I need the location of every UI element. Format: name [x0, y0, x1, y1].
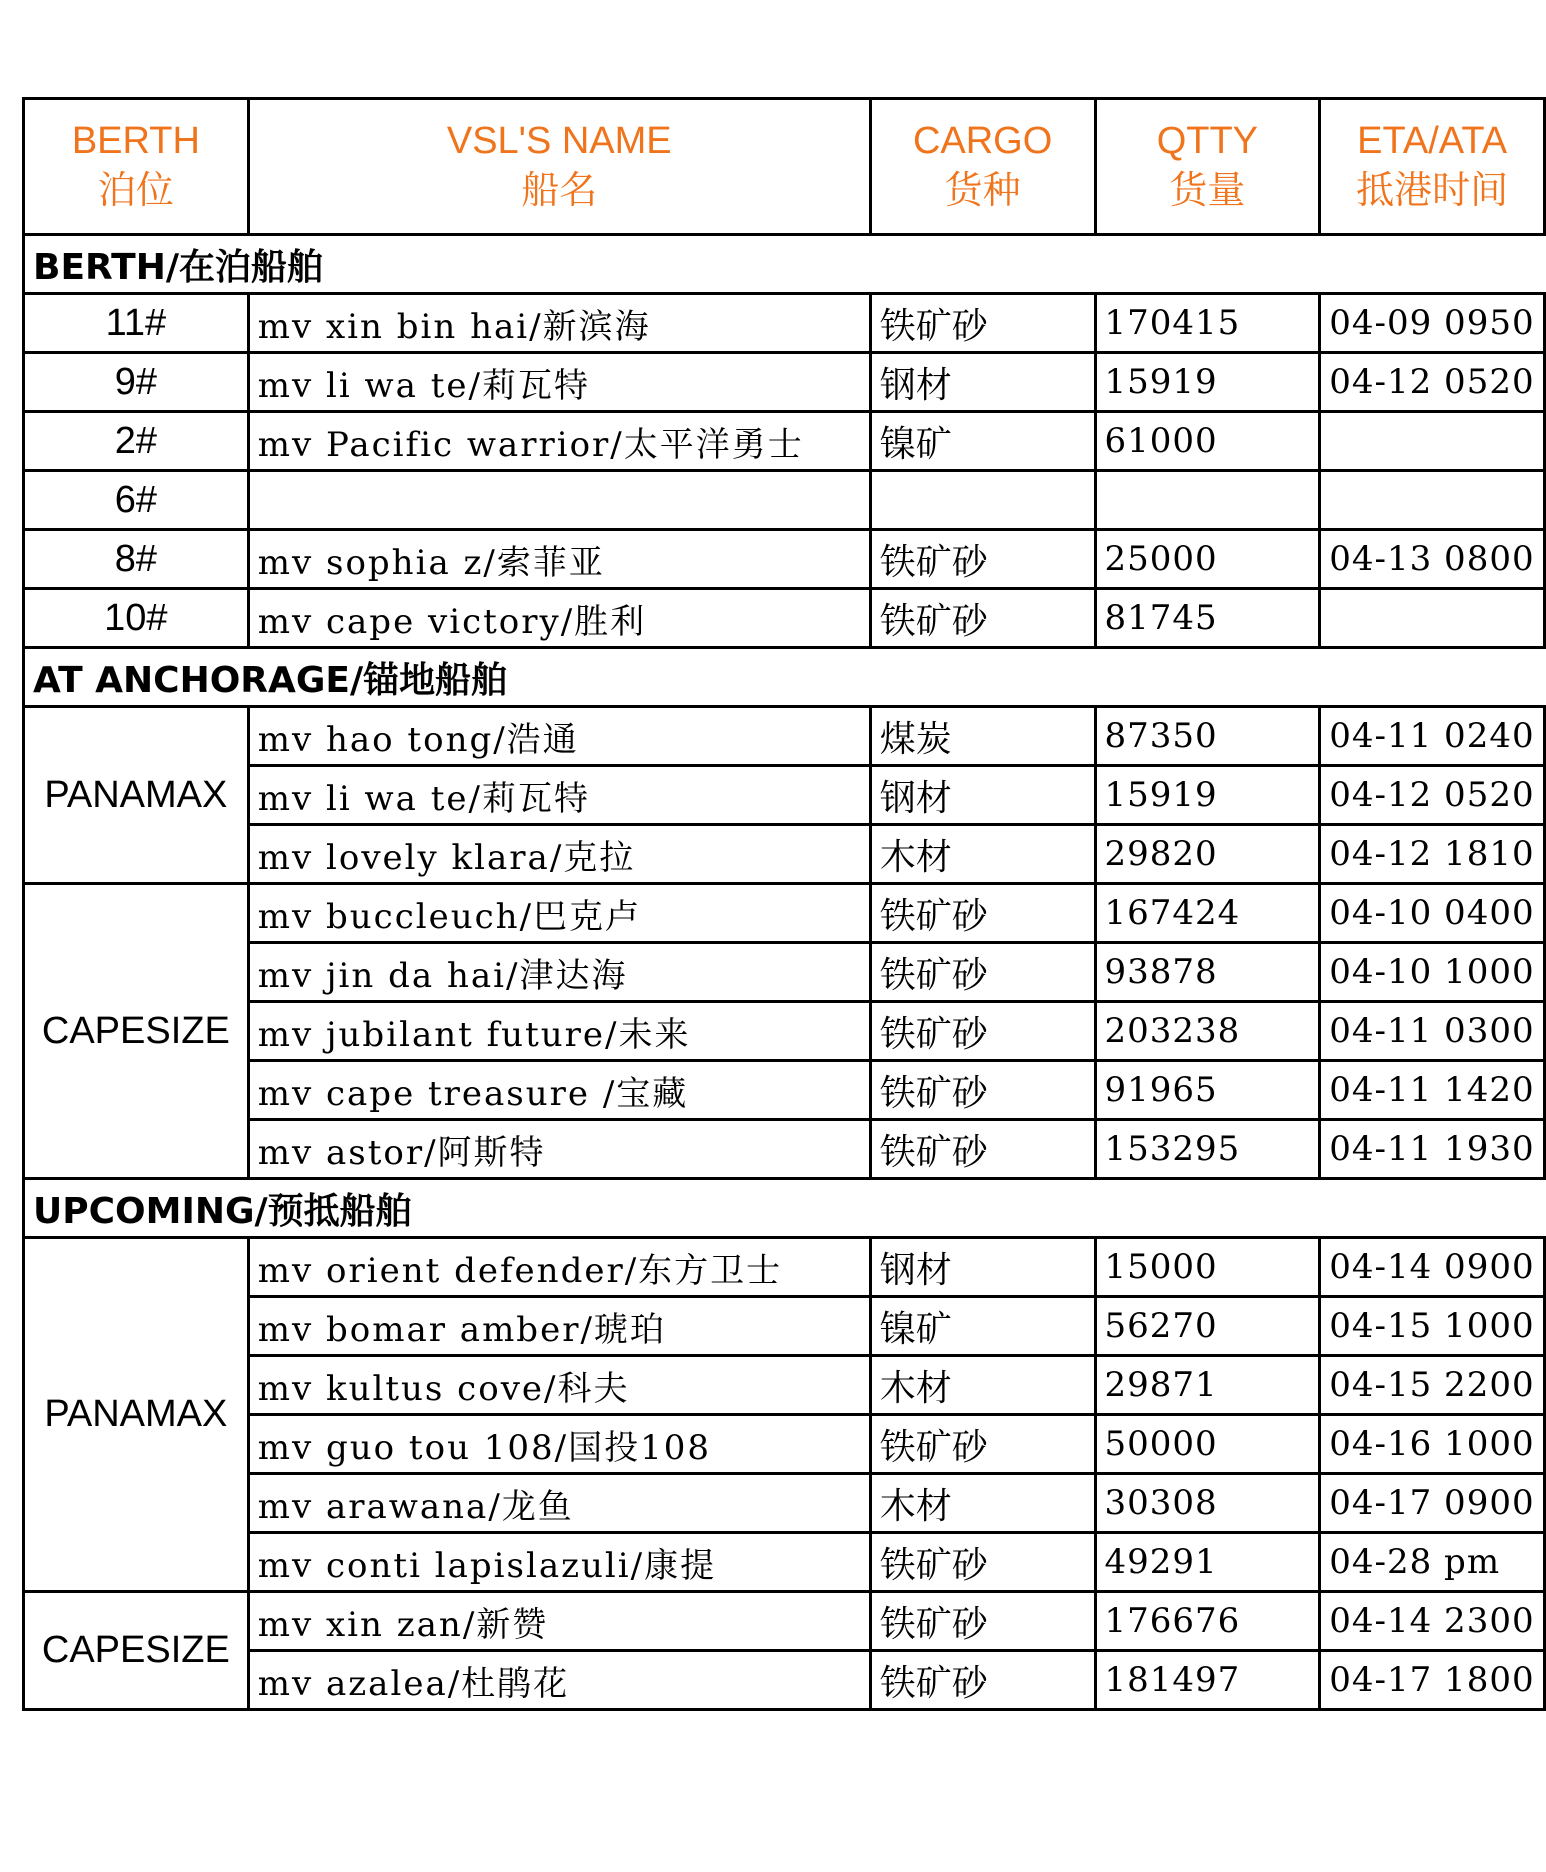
table-row	[24, 1120, 1545, 1179]
vessel-name-cell: mv jubilant future/未来	[248, 1002, 870, 1061]
table-row	[24, 1002, 1545, 1061]
eta-cell: 04-16 1000	[1320, 1415, 1545, 1474]
vessel-name-cell: mv cape victory/胜利	[248, 589, 870, 648]
quantity-cell	[1095, 471, 1320, 530]
vessel-name-cell: mv xin bin hai/新滨海	[248, 294, 870, 353]
cargo-cell: 镍矿	[870, 1297, 1095, 1356]
cargo-cell: 铁矿砂	[870, 1651, 1095, 1710]
eta-cell: 04-11 0240	[1320, 707, 1545, 766]
cargo-cell: 铁矿砂	[870, 589, 1095, 648]
header-cargo-zh: 货种	[944, 169, 1021, 212]
header-eta	[1320, 99, 1545, 235]
eta-cell: 04-12 0520	[1320, 766, 1545, 825]
quantity-cell: 15000	[1095, 1238, 1320, 1297]
quantity-cell: 93878	[1095, 943, 1320, 1002]
berth-cell: PANAMAX	[24, 707, 249, 884]
vessel-name-cell: mv jin da hai/津达海	[248, 943, 870, 1002]
quantity-cell: 15919	[1095, 353, 1320, 412]
cargo-cell: 铁矿砂	[870, 294, 1095, 353]
quantity-cell: 181497	[1095, 1651, 1320, 1710]
quantity-cell: 167424	[1095, 884, 1320, 943]
quantity-cell: 56270	[1095, 1297, 1320, 1356]
quantity-cell: 87350	[1095, 707, 1320, 766]
header-cargo-en: CARGO	[912, 120, 1053, 163]
cargo-cell: 铁矿砂	[870, 884, 1095, 943]
table-row	[24, 1415, 1545, 1474]
header-vessel-name-zh: 船名	[521, 169, 598, 212]
table-row	[24, 884, 1545, 943]
berth-cell: 11#	[24, 294, 249, 353]
cargo-cell: 铁矿砂	[870, 530, 1095, 589]
header-vessel-name-en: VSL'S NAME	[446, 120, 672, 163]
table-row	[24, 1651, 1545, 1710]
table-row	[24, 825, 1545, 884]
eta-cell: 04-10 1000	[1320, 943, 1545, 1002]
berth-cell: PANAMAX	[24, 1238, 249, 1592]
cargo-cell: 木材	[870, 1474, 1095, 1533]
table-row	[24, 1533, 1545, 1592]
table-row	[24, 412, 1545, 471]
header-quantity-zh: 货量	[1169, 169, 1246, 212]
section-title: AT ANCHORAGE/锚地船舶	[24, 648, 1545, 707]
eta-cell: 04-14 2300	[1320, 1592, 1545, 1651]
table-row	[24, 530, 1545, 589]
quantity-cell: 170415	[1095, 294, 1320, 353]
table-row	[24, 589, 1545, 648]
cargo-cell: 铁矿砂	[870, 1592, 1095, 1651]
eta-cell: 04-13 0800	[1320, 530, 1545, 589]
vessel-name-cell: mv astor/阿斯特	[248, 1120, 870, 1179]
cargo-cell	[870, 471, 1095, 530]
cargo-cell: 镍矿	[870, 412, 1095, 471]
berth-cell: 2#	[24, 412, 249, 471]
vessel-name-cell: mv lovely klara/克拉	[248, 825, 870, 884]
header-cargo	[870, 99, 1095, 235]
table-row	[24, 707, 1545, 766]
vessel-name-cell: mv arawana/龙鱼	[248, 1474, 870, 1533]
eta-cell: 04-17 1800	[1320, 1651, 1545, 1710]
vessel-line-up-table	[22, 97, 1546, 1711]
quantity-cell: 50000	[1095, 1415, 1320, 1474]
vessel-name-cell: mv cape treasure /宝藏	[248, 1061, 870, 1120]
quantity-cell: 81745	[1095, 589, 1320, 648]
table-row	[24, 1592, 1545, 1651]
vessel-name-cell: mv buccleuch/巴克卢	[248, 884, 870, 943]
header-quantity	[1095, 99, 1320, 235]
quantity-cell: 203238	[1095, 1002, 1320, 1061]
table-row	[24, 294, 1545, 353]
vessel-name-cell: mv li wa te/莉瓦特	[248, 766, 870, 825]
header-row	[24, 99, 1545, 235]
cargo-cell: 钢材	[870, 353, 1095, 412]
header-quantity-en: QTTY	[1156, 120, 1259, 163]
eta-cell: 04-17 0900	[1320, 1474, 1545, 1533]
cargo-cell: 木材	[870, 1356, 1095, 1415]
cargo-cell: 煤炭	[870, 707, 1095, 766]
cargo-cell: 铁矿砂	[870, 1415, 1095, 1474]
header-berth-en: BERTH	[71, 120, 200, 163]
quantity-cell: 29820	[1095, 825, 1320, 884]
cargo-cell: 铁矿砂	[870, 1533, 1095, 1592]
vessel-name-cell: mv azalea/杜鹃花	[248, 1651, 870, 1710]
berth-cell: CAPESIZE	[24, 884, 249, 1179]
quantity-cell: 176676	[1095, 1592, 1320, 1651]
section-header-row	[24, 1179, 1545, 1238]
header-eta-zh: 抵港时间	[1356, 169, 1509, 212]
table-row	[24, 1297, 1545, 1356]
table-body	[24, 99, 1545, 1710]
cargo-cell: 铁矿砂	[870, 1120, 1095, 1179]
vessel-name-cell: mv li wa te/莉瓦特	[248, 353, 870, 412]
vessel-name-cell	[248, 471, 870, 530]
eta-cell: 04-12 1810	[1320, 825, 1545, 884]
eta-cell	[1320, 471, 1545, 530]
eta-cell: 04-11 0300	[1320, 1002, 1545, 1061]
vessel-name-cell: mv guo tou 108/国投108	[248, 1415, 870, 1474]
vessel-name-cell: mv Pacific warrior/太平洋勇士	[248, 412, 870, 471]
vessel-name-cell: mv orient defender/东方卫士	[248, 1238, 870, 1297]
table-row	[24, 1061, 1545, 1120]
quantity-cell: 30308	[1095, 1474, 1320, 1533]
vessel-name-cell: mv kultus cove/科夫	[248, 1356, 870, 1415]
table-row	[24, 353, 1545, 412]
vessel-name-cell: mv sophia z/索菲亚	[248, 530, 870, 589]
header-berth-zh: 泊位	[97, 169, 174, 212]
table-row	[24, 471, 1545, 530]
quantity-cell: 29871	[1095, 1356, 1320, 1415]
eta-cell: 04-15 2200	[1320, 1356, 1545, 1415]
section-header-row	[24, 235, 1545, 294]
header-eta-en: ETA/ATA	[1357, 120, 1508, 163]
eta-cell: 04-11 1930	[1320, 1120, 1545, 1179]
eta-cell	[1320, 589, 1545, 648]
table-row	[24, 1356, 1545, 1415]
eta-cell: 04-11 1420	[1320, 1061, 1545, 1120]
vessel-name-cell: mv bomar amber/琥珀	[248, 1297, 870, 1356]
eta-cell	[1320, 412, 1545, 471]
cargo-cell: 钢材	[870, 766, 1095, 825]
header-berth	[24, 99, 249, 235]
berth-cell: 8#	[24, 530, 249, 589]
eta-cell: 04-12 0520	[1320, 353, 1545, 412]
quantity-cell: 25000	[1095, 530, 1320, 589]
section-header-row	[24, 648, 1545, 707]
cargo-cell: 铁矿砂	[870, 1061, 1095, 1120]
vessel-name-cell: mv conti lapislazuli/康提	[248, 1533, 870, 1592]
berth-cell: CAPESIZE	[24, 1592, 249, 1710]
section-title: UPCOMING/预抵船舶	[24, 1179, 1545, 1238]
cargo-cell: 钢材	[870, 1238, 1095, 1297]
quantity-cell: 91965	[1095, 1061, 1320, 1120]
eta-cell: 04-28 pm	[1320, 1533, 1545, 1592]
quantity-cell: 15919	[1095, 766, 1320, 825]
table-row	[24, 943, 1545, 1002]
eta-cell: 04-15 1000	[1320, 1297, 1545, 1356]
table-row	[24, 1474, 1545, 1533]
vessel-name-cell: mv xin zan/新赞	[248, 1592, 870, 1651]
berth-cell: 6#	[24, 471, 249, 530]
berth-cell: 9#	[24, 353, 249, 412]
eta-cell: 04-10 0400	[1320, 884, 1545, 943]
section-title: BERTH/在泊船舶	[24, 235, 1545, 294]
eta-cell: 04-09 0950	[1320, 294, 1545, 353]
quantity-cell: 61000	[1095, 412, 1320, 471]
table-row	[24, 766, 1545, 825]
quantity-cell: 49291	[1095, 1533, 1320, 1592]
vessel-name-cell: mv hao tong/浩通	[248, 707, 870, 766]
berth-cell: 10#	[24, 589, 249, 648]
header-vessel-name	[248, 99, 870, 235]
table-row	[24, 1238, 1545, 1297]
quantity-cell: 153295	[1095, 1120, 1320, 1179]
cargo-cell: 铁矿砂	[870, 1002, 1095, 1061]
cargo-cell: 木材	[870, 825, 1095, 884]
eta-cell: 04-14 0900	[1320, 1238, 1545, 1297]
cargo-cell: 铁矿砂	[870, 943, 1095, 1002]
